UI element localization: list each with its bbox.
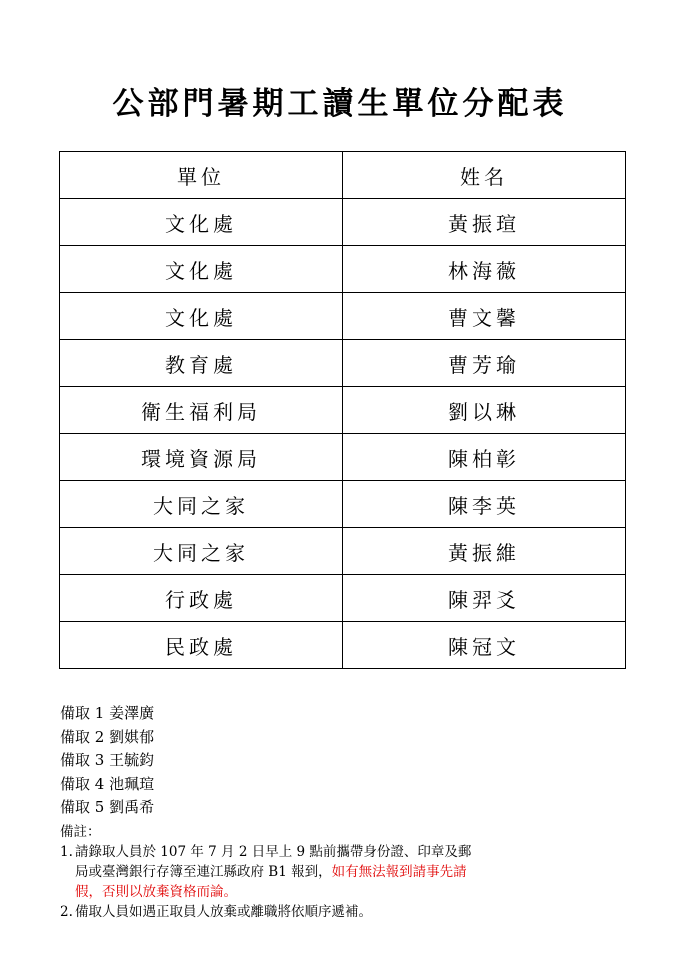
note-text-line: 備取人員如遇正取員人放棄或離職將依順序遞補。 <box>75 904 372 920</box>
notes-heading: 備註： <box>60 824 101 840</box>
unit-cell: 行政處 <box>60 575 343 622</box>
header-unit: 單位 <box>60 152 343 199</box>
header-name: 姓名 <box>343 152 626 199</box>
note-text-line: 請錄取人員於 107 年 7 月 2 日早上 9 點前攜帶身份證、印章及郵 <box>75 844 472 860</box>
name-cell: 陳柏彰 <box>343 434 626 481</box>
name-cell: 黃振維 <box>343 528 626 575</box>
note-emphasis-text: 如有無法報到請事先請 <box>331 864 467 880</box>
note-item-2 <box>60 902 471 922</box>
note-emphasis-line: 假，否則以放棄資格而論。 <box>75 884 237 900</box>
notes-section <box>60 822 471 922</box>
table-row <box>60 622 626 669</box>
page-title: 公部門暑期工讀生單位分配表 <box>112 86 568 122</box>
table-row <box>60 293 626 340</box>
alternate-item: 備取 2 劉娸郁 <box>60 727 155 746</box>
table-row <box>60 340 626 387</box>
unit-cell: 文化處 <box>60 293 343 340</box>
note-number: 2. <box>60 904 73 920</box>
unit-cell: 大同之家 <box>60 528 343 575</box>
alternate-item: 備取 1 姜澤廣 <box>60 704 155 722</box>
alternate-item: 備取 5 劉禹希 <box>60 798 155 816</box>
table-row <box>60 528 626 575</box>
name-cell: 林海薇 <box>343 246 626 293</box>
alternate-item: 備取 3 王毓鈞 <box>60 751 155 769</box>
name-cell: 曹芳瑜 <box>343 340 626 387</box>
alternate-item: 備取 4 池珮瑄 <box>60 774 155 793</box>
unit-cell: 民政處 <box>60 622 343 669</box>
table-row <box>60 575 626 622</box>
table-row <box>60 199 626 246</box>
name-cell: 陳羿爻 <box>343 575 626 622</box>
table-row <box>60 246 626 293</box>
unit-cell: 大同之家 <box>60 481 343 528</box>
name-cell: 曹文馨 <box>343 293 626 340</box>
alternates-list <box>60 702 154 820</box>
table-row <box>60 387 626 434</box>
unit-cell: 文化處 <box>60 199 343 246</box>
unit-cell: 文化處 <box>60 246 343 293</box>
table-row <box>60 481 626 528</box>
name-cell: 陳冠文 <box>343 622 626 669</box>
name-cell: 黃振瑄 <box>343 199 626 246</box>
name-cell: 陳李英 <box>343 481 626 528</box>
unit-cell: 衛生福利局 <box>60 387 343 434</box>
table-header-row <box>60 152 626 199</box>
assignment-table <box>59 151 626 669</box>
note-number: 1. <box>60 844 73 860</box>
note-item-1 <box>60 842 471 902</box>
note-text-line <box>75 862 471 882</box>
note-text: 局或臺灣銀行存簿至連江縣政府 B1 報到， <box>75 864 332 880</box>
unit-cell: 環境資源局 <box>60 434 343 481</box>
table-row <box>60 434 626 481</box>
unit-cell: 教育處 <box>60 340 343 387</box>
name-cell: 劉以琳 <box>343 387 626 434</box>
